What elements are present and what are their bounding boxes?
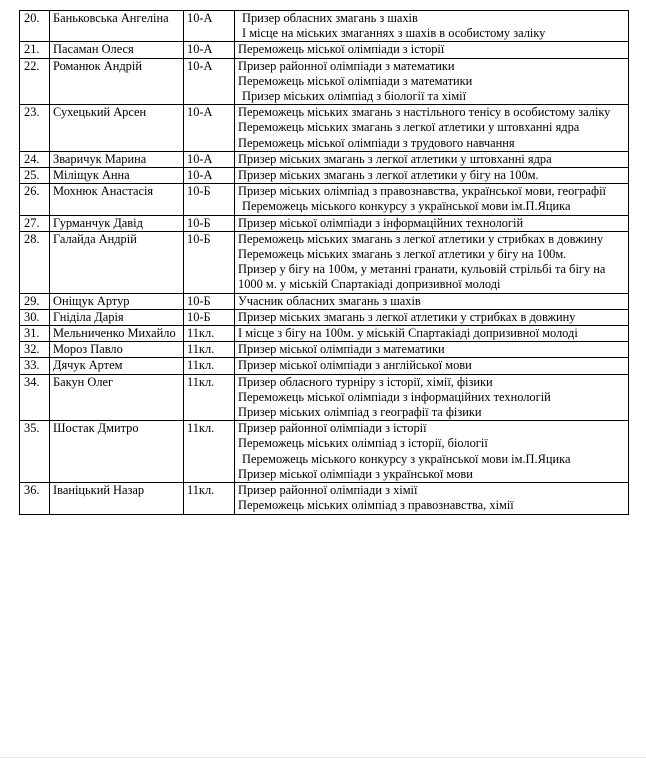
student-name-cell: Мороз Павло: [50, 342, 184, 358]
achievements-cell: [235, 168, 629, 184]
class-cell: 10-А: [184, 58, 235, 105]
achievements-cell: [235, 374, 629, 421]
student-name-cell: Мохнюк Анастасія: [50, 184, 184, 215]
student-name-cell: Оніщук Артур: [50, 293, 184, 309]
table-row: [20, 358, 629, 374]
achievement-line: Призер районної олімпіади з математики: [238, 58, 455, 73]
class-cell: 10-А: [184, 42, 235, 58]
student-name-cell: Баньковська Ангеліна: [50, 11, 184, 42]
table-row: [20, 421, 629, 483]
class-cell: 10-А: [184, 105, 235, 152]
row-number-cell: 31.: [20, 326, 50, 342]
achievements-cell: [235, 326, 629, 342]
table-row: [20, 168, 629, 184]
row-number-cell: 30.: [20, 309, 50, 325]
row-number-cell: 24.: [20, 151, 50, 167]
achievements-cell: [235, 309, 629, 325]
row-number-cell: 26.: [20, 184, 50, 215]
student-name-cell: Дячук Артем: [50, 358, 184, 374]
row-number-cell: 28.: [20, 231, 50, 293]
class-cell: 10-Б: [184, 184, 235, 215]
achievements-cell: [235, 483, 629, 514]
achievements-cell: [235, 11, 629, 42]
achievement-line: Призер міської олімпіади з англійської мови: [238, 358, 472, 373]
row-number-cell: 36.: [20, 483, 50, 514]
student-name-cell: Зваричук Марина: [50, 151, 184, 167]
achievement-line: Призер міських олімпіад з правознавства, української мови, географії: [238, 184, 606, 199]
row-number-cell: 29.: [20, 293, 50, 309]
row-number-cell: 34.: [20, 374, 50, 421]
row-number-cell: 22.: [20, 58, 50, 105]
table-row: [20, 483, 629, 514]
achievement-line: Призер районної олімпіади з історії: [238, 421, 427, 436]
achievement-line: І місце з бігу на 100м. у міській Спартакіаді допризивної молоді: [238, 326, 578, 341]
table-row: [20, 151, 629, 167]
achievements-table: [19, 10, 629, 515]
achievement-line: Переможець міських змагань з легкої атлетики у штовханні ядра: [238, 120, 580, 135]
table-row: [20, 326, 629, 342]
achievements-cell: [235, 58, 629, 105]
achievement-line: Призер міської олімпіади з математики: [238, 342, 445, 357]
row-number-cell: 35.: [20, 421, 50, 483]
table-row: [20, 342, 629, 358]
achievements-cell: [235, 358, 629, 374]
row-number-cell: 20.: [20, 11, 50, 42]
achievements-cell: [235, 105, 629, 152]
achievement-line: Призер у бігу на 100м, у метанні гранати, кульовій стрільбі та бігу на 1000 м. у міській Спартакіаді допризивної молоді: [238, 262, 606, 292]
achievement-line: Призер районної олімпіади з хімії: [238, 483, 418, 498]
table-row: [20, 231, 629, 293]
achievement-line: Призер міських олімпіад з географії та фізики: [238, 405, 482, 420]
achievement-line: Переможець міських олімпіад з історії, біології: [238, 436, 488, 451]
student-name-cell: Іваніцький Назар: [50, 483, 184, 514]
page-break: [0, 757, 646, 758]
student-name-cell: Гурманчук Давід: [50, 215, 184, 231]
achievement-line: І місце на міських змаганнях з шахів в особистому заліку: [242, 26, 546, 41]
row-number-cell: 32.: [20, 342, 50, 358]
achievement-line: Переможець міських змагань з легкої атлетики у стрибках в довжину: [238, 231, 604, 246]
table-row: [20, 42, 629, 58]
row-number-cell: 23.: [20, 105, 50, 152]
class-cell: 11кл.: [184, 421, 235, 483]
class-cell: 10-А: [184, 151, 235, 167]
table-row: [20, 309, 629, 325]
student-name-cell: Мельниченко Михайло: [50, 326, 184, 342]
row-number-cell: 25.: [20, 168, 50, 184]
student-name-cell: Бакун Олег: [50, 374, 184, 421]
achievement-line: Призер міських змагань з легкої атлетики у штовханні ядра: [238, 151, 552, 166]
table-row: [20, 11, 629, 42]
student-name-cell: Галайда Андрій: [50, 231, 184, 293]
achievement-line: Переможець міських змагань з легкої атлетики у бігу на 100м.: [238, 247, 567, 262]
achievement-line: Призер обласного турніру з історії, хімії, фізики: [238, 374, 493, 389]
row-number-cell: 33.: [20, 358, 50, 374]
student-name-cell: Гніділа Дарія: [50, 309, 184, 325]
achievement-line: Призер міських олімпіад з біології та хімії: [242, 89, 467, 104]
achievements-cell: [235, 184, 629, 215]
table-row: [20, 184, 629, 215]
achievement-line: Переможець міської олімпіади з інформаційних технологій: [238, 389, 551, 404]
achievement-line: Переможець міського конкурсу з української мови ім.П.Яцика: [242, 451, 571, 466]
row-number-cell: 21.: [20, 42, 50, 58]
achievements-cell: [235, 231, 629, 293]
table-row: [20, 58, 629, 105]
class-cell: 10-А: [184, 11, 235, 42]
class-cell: 11кл.: [184, 483, 235, 514]
class-cell: 11кл.: [184, 326, 235, 342]
table-row: [20, 215, 629, 231]
class-cell: 11кл.: [184, 358, 235, 374]
achievement-line: Учасник обласних змагань з шахів: [238, 293, 421, 308]
table-row: [20, 293, 629, 309]
achievements-cell: [235, 293, 629, 309]
achievement-line: Призер міських змагань з легкої атлетики у бігу на 100м.: [238, 168, 539, 183]
class-cell: 11кл.: [184, 374, 235, 421]
class-cell: 11кл.: [184, 342, 235, 358]
achievements-cell: [235, 215, 629, 231]
class-cell: 10-Б: [184, 231, 235, 293]
achievement-line: Переможець міських змагань з настільного тенісу в особистому заліку: [238, 105, 611, 120]
student-name-cell: Романюк Андрій: [50, 58, 184, 105]
achievement-line: Переможець міського конкурсу з української мови ім.П.Яцика: [242, 199, 571, 214]
achievement-line: Переможець міської олімпіади з історії: [238, 42, 445, 57]
row-number-cell: 27.: [20, 215, 50, 231]
class-cell: 10-Б: [184, 309, 235, 325]
class-cell: 10-Б: [184, 215, 235, 231]
achievements-cell: [235, 42, 629, 58]
achievement-line: Призер міських змагань з легкої атлетики у стрибках в довжину: [238, 309, 576, 324]
achievement-line: Переможець міських олімпіад з правознавства, хімії: [238, 498, 514, 513]
student-name-cell: Шостак Дмитро: [50, 421, 184, 483]
table-row: [20, 105, 629, 152]
table-row: [20, 374, 629, 421]
achievement-line: Призер міської олімпіади з української мови: [238, 466, 473, 481]
achievement-line: Призер обласних змагань з шахів: [242, 11, 418, 25]
student-name-cell: Сухецький Арсен: [50, 105, 184, 152]
achievements-cell: [235, 421, 629, 483]
class-cell: 10-Б: [184, 293, 235, 309]
achievement-line: Призер міської олімпіади з інформаційних технологій: [238, 215, 524, 230]
achievements-table-body: [20, 11, 629, 515]
achievements-cell: [235, 342, 629, 358]
achievement-line: Переможець міської олімпіади з трудового навчання: [238, 135, 515, 150]
achievement-line: Переможець міської олімпіади з математики: [238, 73, 473, 88]
student-name-cell: Пасаман Олеся: [50, 42, 184, 58]
student-name-cell: Міліщук Анна: [50, 168, 184, 184]
class-cell: 10-А: [184, 168, 235, 184]
achievements-cell: [235, 151, 629, 167]
